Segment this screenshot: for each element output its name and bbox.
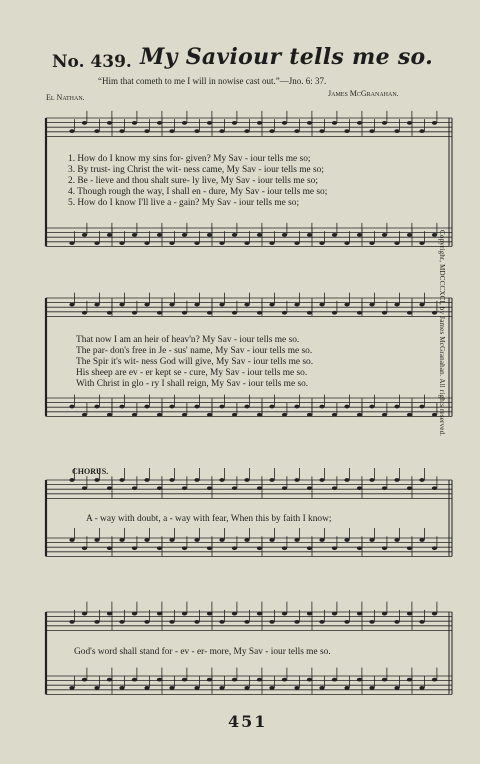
note-head xyxy=(232,678,237,682)
note-head xyxy=(282,546,287,550)
note-head xyxy=(394,686,399,690)
note-head xyxy=(219,303,224,307)
note-head xyxy=(169,241,174,245)
note-head xyxy=(432,233,437,237)
chorus-label: CHORUS. xyxy=(72,467,109,476)
note-head xyxy=(332,612,337,616)
note-head xyxy=(307,612,312,616)
note-head xyxy=(369,538,374,542)
note-head xyxy=(319,129,324,133)
note-head xyxy=(307,121,312,125)
note-head xyxy=(144,620,149,624)
note-head xyxy=(169,686,174,690)
note-head xyxy=(244,538,249,542)
note-head xyxy=(69,686,74,690)
note-head xyxy=(394,405,399,409)
note-head xyxy=(257,486,262,490)
lyricist-credit: El Nathan. xyxy=(46,93,85,102)
note-head xyxy=(319,478,324,482)
note-head xyxy=(432,413,437,417)
note-head xyxy=(257,678,262,682)
note-head xyxy=(269,538,274,542)
note-head xyxy=(94,405,99,409)
note-head xyxy=(232,546,237,550)
note-head xyxy=(219,478,224,482)
note-head xyxy=(344,241,349,245)
verse-line: His sheep are ev - er kept se - cure, My Sav - iour tells me so. xyxy=(76,368,308,378)
note-head xyxy=(369,620,374,624)
note-head xyxy=(344,129,349,133)
note-head xyxy=(232,612,237,616)
note-head xyxy=(119,478,124,482)
note-head xyxy=(107,546,112,550)
note-head xyxy=(332,678,337,682)
note-head xyxy=(194,478,199,482)
verse-lines-second xyxy=(76,335,313,390)
note-head xyxy=(407,233,412,237)
note-head xyxy=(69,405,74,409)
note-head xyxy=(382,546,387,550)
note-head xyxy=(382,233,387,237)
note-head xyxy=(419,241,424,245)
note-head xyxy=(219,129,224,133)
note-head xyxy=(432,546,437,550)
note-head xyxy=(382,612,387,616)
verse-line: With Christ in glo - ry I shall reign, My Sav - iour tells me so. xyxy=(76,379,309,389)
note-head xyxy=(407,486,412,490)
verse-line: 5. How do I know I'll live a - gain? My Sav - iour tells me so; xyxy=(68,198,300,208)
note-head xyxy=(407,678,412,682)
note-head xyxy=(157,612,162,616)
note-head xyxy=(332,546,337,550)
chorus-line-1: A - way with doubt, a - way with fear, When this by faith I know; xyxy=(86,514,332,524)
note-head xyxy=(257,546,262,550)
note-head xyxy=(232,121,237,125)
note-head xyxy=(94,620,99,624)
note-head xyxy=(307,546,312,550)
note-head xyxy=(269,129,274,133)
note-head xyxy=(194,129,199,133)
note-head xyxy=(107,121,112,125)
note-head xyxy=(157,311,162,315)
note-head xyxy=(82,233,87,237)
note-head xyxy=(182,612,187,616)
note-head xyxy=(282,121,287,125)
note-head xyxy=(207,486,212,490)
note-head xyxy=(432,121,437,125)
note-head xyxy=(432,612,437,616)
note-head xyxy=(357,121,362,125)
note-head xyxy=(419,538,424,542)
note-head xyxy=(394,129,399,133)
note-head xyxy=(182,678,187,682)
note-head xyxy=(82,546,87,550)
note-head xyxy=(294,405,299,409)
note-head xyxy=(194,620,199,624)
note-head xyxy=(232,486,237,490)
note-head xyxy=(169,405,174,409)
note-head xyxy=(319,620,324,624)
note-head xyxy=(382,413,387,417)
verse-line: 4. Though rough the way, I shall en - dure, My Sav - iour tells me so; xyxy=(68,187,328,197)
epigraph: “Him that cometh to me I will in nowise cast out.”—Jno. 6: 37. xyxy=(98,76,327,86)
note-head xyxy=(307,678,312,682)
note-head xyxy=(132,678,137,682)
note-head xyxy=(307,413,312,417)
note-head xyxy=(244,620,249,624)
note-head xyxy=(144,478,149,482)
note-head xyxy=(119,129,124,133)
note-head xyxy=(344,478,349,482)
note-head xyxy=(344,620,349,624)
note-head xyxy=(294,478,299,482)
note-head xyxy=(107,612,112,616)
note-head xyxy=(207,678,212,682)
note-head xyxy=(194,538,199,542)
note-head xyxy=(194,303,199,307)
note-head xyxy=(144,303,149,307)
note-head xyxy=(319,303,324,307)
note-head xyxy=(269,303,274,307)
note-head xyxy=(357,486,362,490)
note-head xyxy=(282,486,287,490)
note-head xyxy=(419,478,424,482)
note-head xyxy=(319,686,324,690)
note-head xyxy=(369,405,374,409)
note-head xyxy=(169,129,174,133)
note-head xyxy=(394,478,399,482)
note-head xyxy=(357,413,362,417)
note-head xyxy=(332,121,337,125)
note-head xyxy=(344,538,349,542)
note-head xyxy=(244,303,249,307)
note-head xyxy=(207,413,212,417)
note-head xyxy=(382,121,387,125)
note-head xyxy=(219,620,224,624)
note-head xyxy=(357,612,362,616)
chorus-line-2: God's word shall stand for - ev - er- more, My Sav - iour tells me so. xyxy=(74,647,331,657)
note-head xyxy=(119,538,124,542)
note-head xyxy=(119,303,124,307)
note-head xyxy=(119,405,124,409)
note-head xyxy=(294,129,299,133)
note-head xyxy=(144,686,149,690)
note-head xyxy=(394,620,399,624)
note-head xyxy=(257,311,262,315)
note-head xyxy=(419,303,424,307)
note-head xyxy=(319,405,324,409)
note-head xyxy=(107,678,112,682)
note-head xyxy=(332,233,337,237)
note-head xyxy=(132,546,137,550)
note-head xyxy=(69,241,74,245)
note-head xyxy=(132,486,137,490)
note-head xyxy=(419,686,424,690)
note-head xyxy=(344,686,349,690)
note-head xyxy=(82,612,87,616)
page-number: 451 xyxy=(228,712,268,731)
note-head xyxy=(432,486,437,490)
note-head xyxy=(69,538,74,542)
note-head xyxy=(307,311,312,315)
note-head xyxy=(169,478,174,482)
note-head xyxy=(157,233,162,237)
note-head xyxy=(244,686,249,690)
note-head xyxy=(307,486,312,490)
note-head xyxy=(282,678,287,682)
note-head xyxy=(157,121,162,125)
note-head xyxy=(369,686,374,690)
note-head xyxy=(69,478,74,482)
note-head xyxy=(182,311,187,315)
verse-line: That now I am an heir of heav'n? My Sav - iour tells me so. xyxy=(76,335,300,345)
note-head xyxy=(407,612,412,616)
note-head xyxy=(144,129,149,133)
note-head xyxy=(169,303,174,307)
note-head xyxy=(419,620,424,624)
note-head xyxy=(232,311,237,315)
note-head xyxy=(107,486,112,490)
note-head xyxy=(119,241,124,245)
note-head xyxy=(132,121,137,125)
note-head xyxy=(94,538,99,542)
note-head xyxy=(369,241,374,245)
note-head xyxy=(244,241,249,245)
verse-line: The Spir it's wit- ness God will give, My Sav - iour tells me so. xyxy=(76,357,314,367)
note-head xyxy=(94,129,99,133)
note-head xyxy=(132,612,137,616)
note-head xyxy=(69,620,74,624)
note-head xyxy=(269,241,274,245)
note-head xyxy=(207,233,212,237)
note-head xyxy=(207,546,212,550)
note-head xyxy=(244,478,249,482)
note-head xyxy=(82,678,87,682)
copyright-notice: Copyright, MDCCCXCI, by James McGranahan. All rights reserved. xyxy=(438,230,446,437)
note-head xyxy=(194,405,199,409)
note-head xyxy=(269,620,274,624)
note-head xyxy=(282,413,287,417)
note-head xyxy=(319,538,324,542)
note-head xyxy=(294,538,299,542)
note-head xyxy=(157,546,162,550)
note-head xyxy=(119,620,124,624)
note-head xyxy=(219,538,224,542)
verse-line: 2. Be - lieve and thou shalt sure- ly live, My Sav - iour tells me so; xyxy=(68,176,318,186)
note-head xyxy=(357,678,362,682)
note-head xyxy=(407,311,412,315)
note-head xyxy=(219,686,224,690)
note-head xyxy=(257,612,262,616)
note-head xyxy=(194,686,199,690)
note-head xyxy=(369,303,374,307)
note-head xyxy=(94,303,99,307)
note-head xyxy=(257,233,262,237)
note-head xyxy=(344,303,349,307)
note-head xyxy=(82,413,87,417)
note-head xyxy=(407,546,412,550)
note-head xyxy=(332,486,337,490)
note-head xyxy=(357,233,362,237)
note-head xyxy=(144,241,149,245)
note-head xyxy=(169,538,174,542)
note-head xyxy=(332,311,337,315)
note-head xyxy=(232,233,237,237)
verse-line: 3. By trust- ing Christ the wit- ness came, My Sav - iour tells me so; xyxy=(68,165,324,175)
note-head xyxy=(182,121,187,125)
note-head xyxy=(169,620,174,624)
note-head xyxy=(132,311,137,315)
note-head xyxy=(394,538,399,542)
verse-line: The par- don's free in Je - sus' name, My Sav - iour tells me so. xyxy=(76,346,313,356)
note-head xyxy=(269,686,274,690)
note-head xyxy=(394,241,399,245)
note-head xyxy=(244,129,249,133)
note-head xyxy=(407,413,412,417)
note-head xyxy=(182,546,187,550)
verse-lines-first xyxy=(68,154,327,209)
note-head xyxy=(244,405,249,409)
note-head xyxy=(82,121,87,125)
note-head xyxy=(94,686,99,690)
note-head xyxy=(382,311,387,315)
note-head xyxy=(194,241,199,245)
note-head xyxy=(94,241,99,245)
note-head xyxy=(282,612,287,616)
note-head xyxy=(369,129,374,133)
note-head xyxy=(157,413,162,417)
note-head xyxy=(394,303,399,307)
hymn-title: My Saviour tells me so. xyxy=(140,44,434,70)
note-head xyxy=(219,241,224,245)
note-head xyxy=(257,121,262,125)
note-head xyxy=(307,233,312,237)
note-head xyxy=(157,486,162,490)
note-head xyxy=(119,686,124,690)
note-head xyxy=(282,233,287,237)
composer-credit: James McGranahan. xyxy=(328,89,399,98)
note-head xyxy=(357,546,362,550)
note-head xyxy=(407,121,412,125)
note-head xyxy=(257,413,262,417)
note-head xyxy=(269,478,274,482)
note-head xyxy=(232,413,237,417)
note-head xyxy=(157,678,162,682)
note-head xyxy=(319,241,324,245)
note-head xyxy=(144,538,149,542)
note-head xyxy=(382,486,387,490)
note-head xyxy=(182,413,187,417)
note-head xyxy=(294,241,299,245)
note-head xyxy=(69,303,74,307)
note-head xyxy=(332,413,337,417)
note-head xyxy=(294,686,299,690)
note-head xyxy=(207,311,212,315)
note-head xyxy=(107,413,112,417)
note-head xyxy=(219,405,224,409)
note-head xyxy=(82,311,87,315)
note-head xyxy=(432,678,437,682)
note-head xyxy=(107,233,112,237)
note-head xyxy=(369,478,374,482)
note-head xyxy=(107,311,112,315)
note-head xyxy=(182,486,187,490)
note-head xyxy=(344,405,349,409)
note-head xyxy=(132,233,137,237)
note-head xyxy=(144,405,149,409)
note-head xyxy=(82,486,87,490)
note-head xyxy=(432,311,437,315)
note-head xyxy=(294,303,299,307)
note-head xyxy=(69,129,74,133)
note-head xyxy=(294,620,299,624)
note-head xyxy=(282,311,287,315)
note-head xyxy=(357,311,362,315)
note-head xyxy=(182,233,187,237)
note-head xyxy=(132,413,137,417)
note-head xyxy=(207,612,212,616)
verse-line: 1. How do I know my sins for- given? My Sav - iour tells me so; xyxy=(68,154,311,164)
note-head xyxy=(207,121,212,125)
note-head xyxy=(419,129,424,133)
note-head xyxy=(94,478,99,482)
note-head xyxy=(269,405,274,409)
hymn-number: No. 439. xyxy=(52,52,132,72)
note-head xyxy=(382,678,387,682)
note-head xyxy=(419,405,424,409)
